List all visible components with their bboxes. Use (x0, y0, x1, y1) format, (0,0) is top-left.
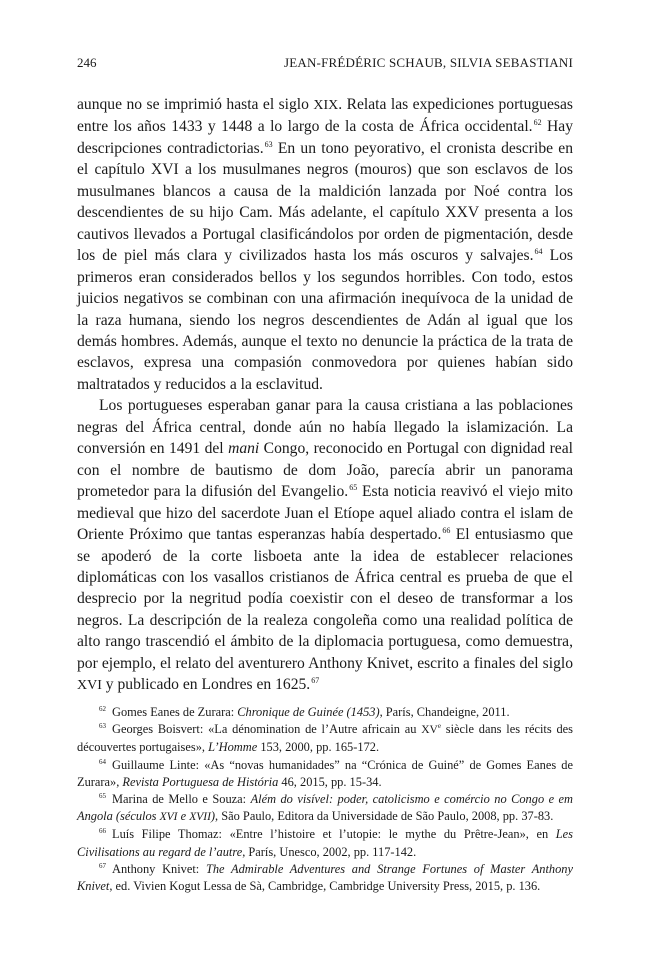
journal-title: Revista Portuguesa de História (122, 774, 279, 789)
text-run: Guillaume Linte: «As “novas humanidades” na “Crónica de Guiné” de Gomes Eanes de Zurara», (77, 757, 573, 789)
footnote (77, 757, 573, 791)
ordinal-suffix: e (437, 722, 441, 731)
footnotes (77, 704, 573, 895)
text-run: Hay descripciones contradictorias. (77, 118, 573, 157)
text-run: 46, 2015, pp. 15-34. (278, 774, 382, 789)
text-run: , París, Unesco, 2002, pp. 117-142. (242, 844, 417, 859)
text-run: En un tono peyorativo, el cronista describe en el capítulo XVI a los musulmanes negros (mouros) que son esclavos de los musulmanes blancos a causa de la maldición lanzada por Noé contra los descendientes de su hijo Cam. Más adelante, el capítulo XXV presenta a los cautivos llevados a Portugal clasificándolos por orden de pigmentación, desde los de piel más clara y civilizados hasta los más oscuros y salvajes. (77, 139, 573, 265)
footnote (77, 704, 573, 721)
footnote-number: 63 (99, 722, 106, 731)
paragraph (77, 94, 573, 395)
page-number: 246 (77, 55, 97, 70)
footnote-ref[interactable]: 65 (349, 483, 358, 493)
text-run: 153, 2000, pp. 165-172. (257, 740, 380, 755)
text-run: ) (210, 809, 216, 824)
century-numeral: XVI (77, 678, 102, 694)
text-run: El entusiasmo que se apoderó de la corte lisboeta ante la idea de establecer relaciones diplomáticas con los vasallos cristianos de África central es prueba de que el desprecio por la negritud podía coexistir con el deseo de transformar a los negros. La descripción de la realeza congoleña como una realidad política de alto rango trascendió el ámbito de la diplomacia portuguesa, como demuestra, por ejemplo, el relato del aventurero Anthony Knivet, escrito a finales del siglo (77, 526, 573, 672)
footnote-ref[interactable]: 66 (442, 526, 451, 536)
footnote-ref[interactable]: 64 (534, 247, 543, 257)
paragraph (77, 395, 573, 696)
century-numeral: XVII (189, 811, 211, 824)
footnote-number: 66 (99, 827, 106, 836)
text-run: , París, Chandeigne, 2011. (379, 705, 510, 719)
book-title: The Admirable Adventures and Strange Fortunes of Master Anthony Knivet (77, 861, 573, 894)
footnote (77, 826, 573, 860)
footnote-number: 65 (99, 792, 106, 801)
text-run: Esta noticia reavivó el viejo mito medieval que hizo del sacerdote Juan el Etíope aquel aliado contra el islam de Oriente Próximo que tantas esperanzas había despertado. (77, 483, 573, 544)
footnote-number: 62 (99, 705, 106, 713)
page-header (77, 55, 573, 71)
text-run: , ed. Vivien Kogut Lessa de Sà, Cambridge, Cambridge University Press, 2015, p. 136. (109, 879, 541, 894)
text-run: Los portugueses esperaban ganar para la causa cristiana a las poblaciones negras del África central, donde aún no había llegado la islamización. La conversión en 1491 del (77, 397, 573, 458)
text-run: Além do visível: poder, catolicismo e comércio no Congo e em Angola (séculos (77, 792, 573, 824)
footnote (77, 721, 573, 756)
running-head: JEAN-FRÉDÉRIC SCHAUB, SILVIA SEBASTIANI (283, 55, 573, 70)
text-run: . Relata las expediciones portuguesas entre los años 1433 y 1448 a lo largo de la costa de África occidental. (77, 96, 573, 136)
century-numeral: XV (421, 724, 438, 737)
text-run: Luís Filipe Thomaz: «Entre l’histoire et l’utopie: le mythe du Prêtre-Jean», en (112, 827, 556, 842)
text-run: Anthony Knivet: (112, 861, 206, 876)
book-title: Les Civilisations au regard de l’autre (77, 827, 573, 859)
text-run: Marina de Mello e Souza: (112, 792, 251, 807)
italic-term: mani (228, 440, 260, 458)
journal-title: L’Homme (208, 740, 258, 755)
century-numeral: XVI (159, 811, 178, 824)
footnote (77, 861, 573, 895)
footnote-ref[interactable]: 62 (533, 118, 542, 128)
footnote-number: 64 (99, 757, 106, 766)
text-run: , São Paulo, Editora da Universidade de São Paulo, 2008, pp. 37-83. (215, 809, 554, 824)
footnote-ref[interactable]: 67 (311, 676, 320, 686)
text-run: e (177, 809, 190, 824)
text-run: Gomes Eanes de Zurara: (112, 705, 238, 719)
text-run: Congo, reconocido en Portugal con dignidad real con el nombre de bautismo de dom João, parecía abrir un panorama prometedor para la difusión del Evangelio. (77, 440, 573, 501)
text-run: Georges Boisvert: «La dénomination de l’Autre africain au (112, 722, 422, 737)
footnote-ref[interactable]: 63 (264, 139, 273, 149)
footnote (77, 791, 573, 826)
footnote-number: 67 (99, 861, 106, 870)
text-run: y publicado en Londres en 1625. (101, 676, 311, 694)
book-title: Chronique de Guinée (1453) (237, 705, 380, 719)
text-run: aunque no se imprimió hasta el siglo (77, 96, 314, 113)
text-run: Los primeros eran considerados bellos y los segundos horribles. Con todo, estos juicios negativos se combinan con una afirmación inequívoca de la unidad de la raza humana, siendo los negros descendientes de Adán al igual que los demás hombres. Además, aunque el texto no denuncie la práctica de la trata de esclavos, expresa una compasión conmovedora por quienes habían sido maltratados y reducidos a la esclavitud. (77, 247, 573, 393)
body-text (77, 94, 573, 697)
century-numeral: XIX (313, 98, 339, 113)
text-run: siècle dans les récits des découvertes portugaises», (77, 722, 573, 755)
